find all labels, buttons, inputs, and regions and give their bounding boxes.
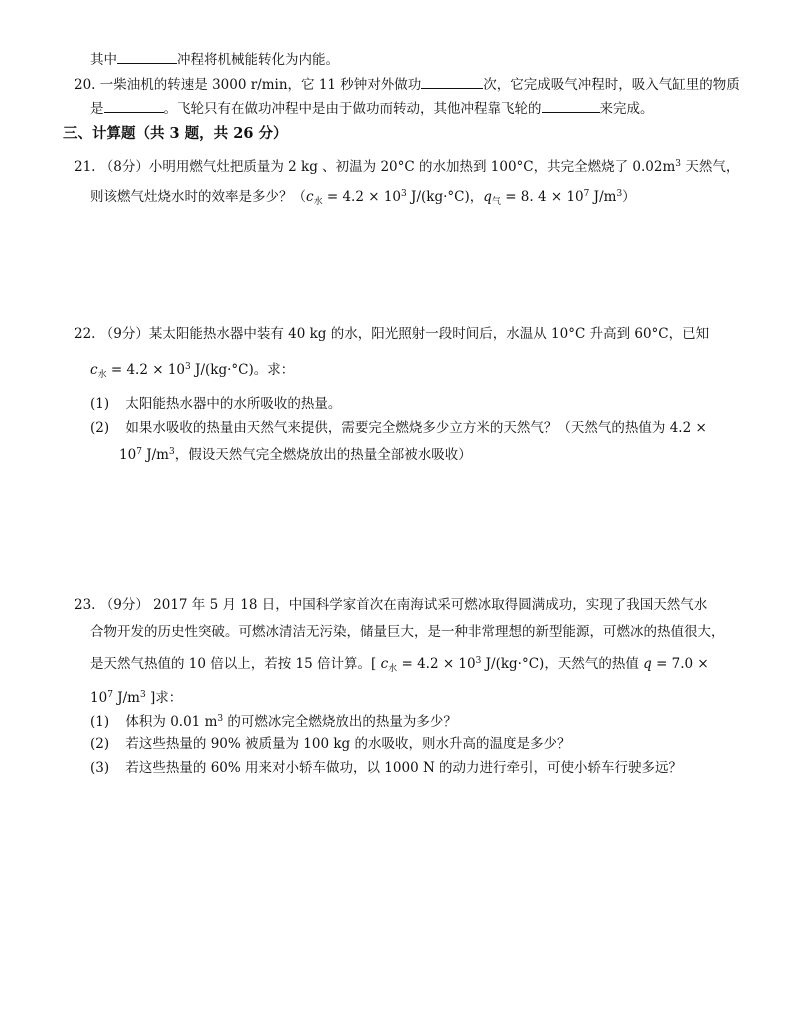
section-heading bbox=[63, 125, 287, 143]
q22-part2-text: 如果水吸收的热量由天然气来提供，需要完全燃烧多少立方米的天然气？（天然气的热值为 4.2 × bbox=[125, 420, 707, 436]
q23-c-val: = 4.2 × 10 bbox=[397, 656, 476, 672]
q20-text-b: 次，它完成吸气冲程时，吸入气缸里的物质 bbox=[483, 77, 740, 93]
q23-part3 bbox=[90, 759, 682, 777]
q23-part3-num: (3) bbox=[90, 760, 110, 776]
q21-q-unit: J/m bbox=[589, 189, 617, 205]
q20-line1 bbox=[74, 75, 740, 94]
q23-part1 bbox=[90, 710, 457, 731]
q23-part1-text-b: 的可燃冰完全燃烧放出的热量为多少？ bbox=[223, 714, 457, 730]
q20-text-e: 来完成。 bbox=[599, 101, 654, 117]
q23-unit-exp: 3 bbox=[139, 690, 146, 700]
q22-line1 bbox=[74, 325, 709, 343]
q22-part2-10: 10 bbox=[119, 447, 137, 463]
q19-tail-pre: 其中 bbox=[90, 52, 117, 68]
q22-part2 bbox=[90, 419, 707, 437]
q22-part1-text: 太阳能热水器中的水所吸收的热量。 bbox=[125, 396, 342, 412]
q20-text-d: 。飞轮只有在做功冲程中是由于做功而转动，其他冲程靠飞轮的 bbox=[163, 101, 542, 117]
q23-tail: ]求： bbox=[145, 690, 183, 706]
q23-part2 bbox=[90, 735, 570, 753]
q22-part2-num: (2) bbox=[90, 420, 110, 436]
q23-text-1: （9分） 2017 年 5 月 18 日，中国科学家首次在南海试采可燃冰取得圆满成功，实现了我国天然气水 bbox=[99, 597, 708, 613]
q21-text-1-end: 天然气， bbox=[681, 159, 740, 175]
q21-close: ） bbox=[622, 189, 636, 205]
section-title: 三、计算题（共 3 题，共 26 分） bbox=[63, 125, 288, 142]
q20-text-a: 一柴油机的转速是 3000 r/min，它 11 秒钟对外做功 bbox=[99, 77, 422, 93]
q23-number: 23. bbox=[74, 597, 96, 613]
q20-blank-3[interactable] bbox=[542, 99, 600, 113]
q20-text-c: 是 bbox=[90, 101, 104, 117]
q22-c-val: = 4.2 × 10 bbox=[106, 362, 186, 378]
q22-part2-exp: 7 bbox=[136, 447, 142, 457]
q22-c-exp: 3 bbox=[185, 362, 191, 372]
q21-c-val: = 4.2 × 10 bbox=[322, 189, 402, 205]
q22-line2 bbox=[90, 358, 294, 384]
q21-c-sub: 水 bbox=[313, 197, 323, 207]
q22-c-symbol: c bbox=[90, 362, 98, 378]
q21-line2 bbox=[90, 185, 636, 211]
q22-part2-tail: ，假设天然气完全燃烧放出的热量全部被水吸收） bbox=[174, 447, 472, 463]
q23-line3 bbox=[90, 652, 709, 678]
q19-answer-blank[interactable] bbox=[117, 50, 177, 64]
q22-part1-num: (1) bbox=[90, 396, 110, 412]
q23-part1-exp: 3 bbox=[217, 714, 224, 724]
q21-q-exp: 7 bbox=[583, 189, 590, 199]
q21-q-unit-exp: 3 bbox=[616, 189, 623, 199]
q22-text-1: （9分）某太阳能热水器中装有 40 kg 的水，阳光照射一段时间后，水温从 10°C 升高到 60°C，已知 bbox=[99, 326, 710, 342]
q21-number: 21. bbox=[74, 159, 96, 175]
q22-c-unit: J/(kg·°C)。求： bbox=[190, 362, 295, 378]
q21-line1 bbox=[74, 155, 739, 176]
q23-line1 bbox=[74, 596, 707, 614]
q22-part1 bbox=[90, 395, 341, 413]
q23-line2 bbox=[90, 623, 725, 641]
q22-part2-unit-exp: 3 bbox=[168, 447, 175, 457]
q23-part1-text-a: 体积为 0.01 m bbox=[125, 714, 218, 730]
q21-q-symbol: q bbox=[483, 189, 492, 205]
q22-c-sub: 水 bbox=[97, 370, 107, 380]
q23-c-unit: J/(kg·°C)，天然气的热值 bbox=[481, 656, 644, 672]
q23-part1-num: (1) bbox=[90, 714, 110, 730]
q22-part2-cont bbox=[119, 443, 472, 464]
q19-tail-post: 冲程将机械能转化为内能。 bbox=[177, 52, 339, 68]
q19-tail-line bbox=[90, 50, 339, 69]
q21-q-val: = 8. 4 × 10 bbox=[500, 189, 584, 205]
q21-exp: 3 bbox=[675, 159, 682, 169]
q20-blank-2[interactable] bbox=[104, 99, 164, 113]
q23-q-symbol: q bbox=[643, 656, 652, 672]
q23-10: 10 bbox=[90, 690, 108, 706]
q21-text-2: 则该燃气灶烧水时的效率是多少？（ bbox=[90, 189, 306, 205]
q22-number: 22. bbox=[74, 326, 96, 342]
q21-c-symbol: c bbox=[306, 189, 314, 205]
q23-unit: J/m bbox=[112, 690, 140, 706]
q23-line4 bbox=[90, 686, 182, 707]
q23-part2-num: (2) bbox=[90, 736, 110, 752]
q23-exp: 7 bbox=[107, 690, 113, 700]
q21-text-1: （8分）小明用燃气灶把质量为 2 kg 、初温为 20°C 的水加热到 100°C，共完全燃烧了 0.02m bbox=[99, 159, 676, 175]
q23-part3-text: 若这些热量的 60% 用来对小轿车做功，以 1000 N 的动力进行牵引，可使小轿车行驶多远？ bbox=[125, 760, 683, 776]
q23-text-2: 合物开发的历史性突破。可燃冰清洁无污染，储量巨大，是一种非常理想的新型能源，可燃冰的热值很大， bbox=[90, 624, 725, 640]
q20-line2 bbox=[90, 99, 654, 118]
q23-q-val: = 7.0 × bbox=[651, 656, 709, 672]
q23-c-exp: 3 bbox=[475, 656, 482, 666]
q23-c-sub: 水 bbox=[388, 664, 398, 674]
q21-c-unit: J/(kg·°C)， bbox=[406, 189, 484, 205]
q23-part2-text: 若这些热量的 90% 被质量为 100 kg 的水吸收，则水升高的温度是多少？ bbox=[125, 736, 571, 752]
q21-c-exp: 3 bbox=[401, 189, 407, 199]
q23-text-3: 是天然气热值的 10 倍以上，若按 15 倍计算。[ bbox=[90, 656, 381, 672]
q20-number: 20. bbox=[74, 77, 96, 93]
q20-blank-1[interactable] bbox=[421, 75, 483, 89]
q23-c-symbol: c bbox=[380, 656, 389, 672]
q22-part2-unit: J/m bbox=[141, 447, 169, 463]
q21-q-sub: 气 bbox=[491, 197, 501, 207]
